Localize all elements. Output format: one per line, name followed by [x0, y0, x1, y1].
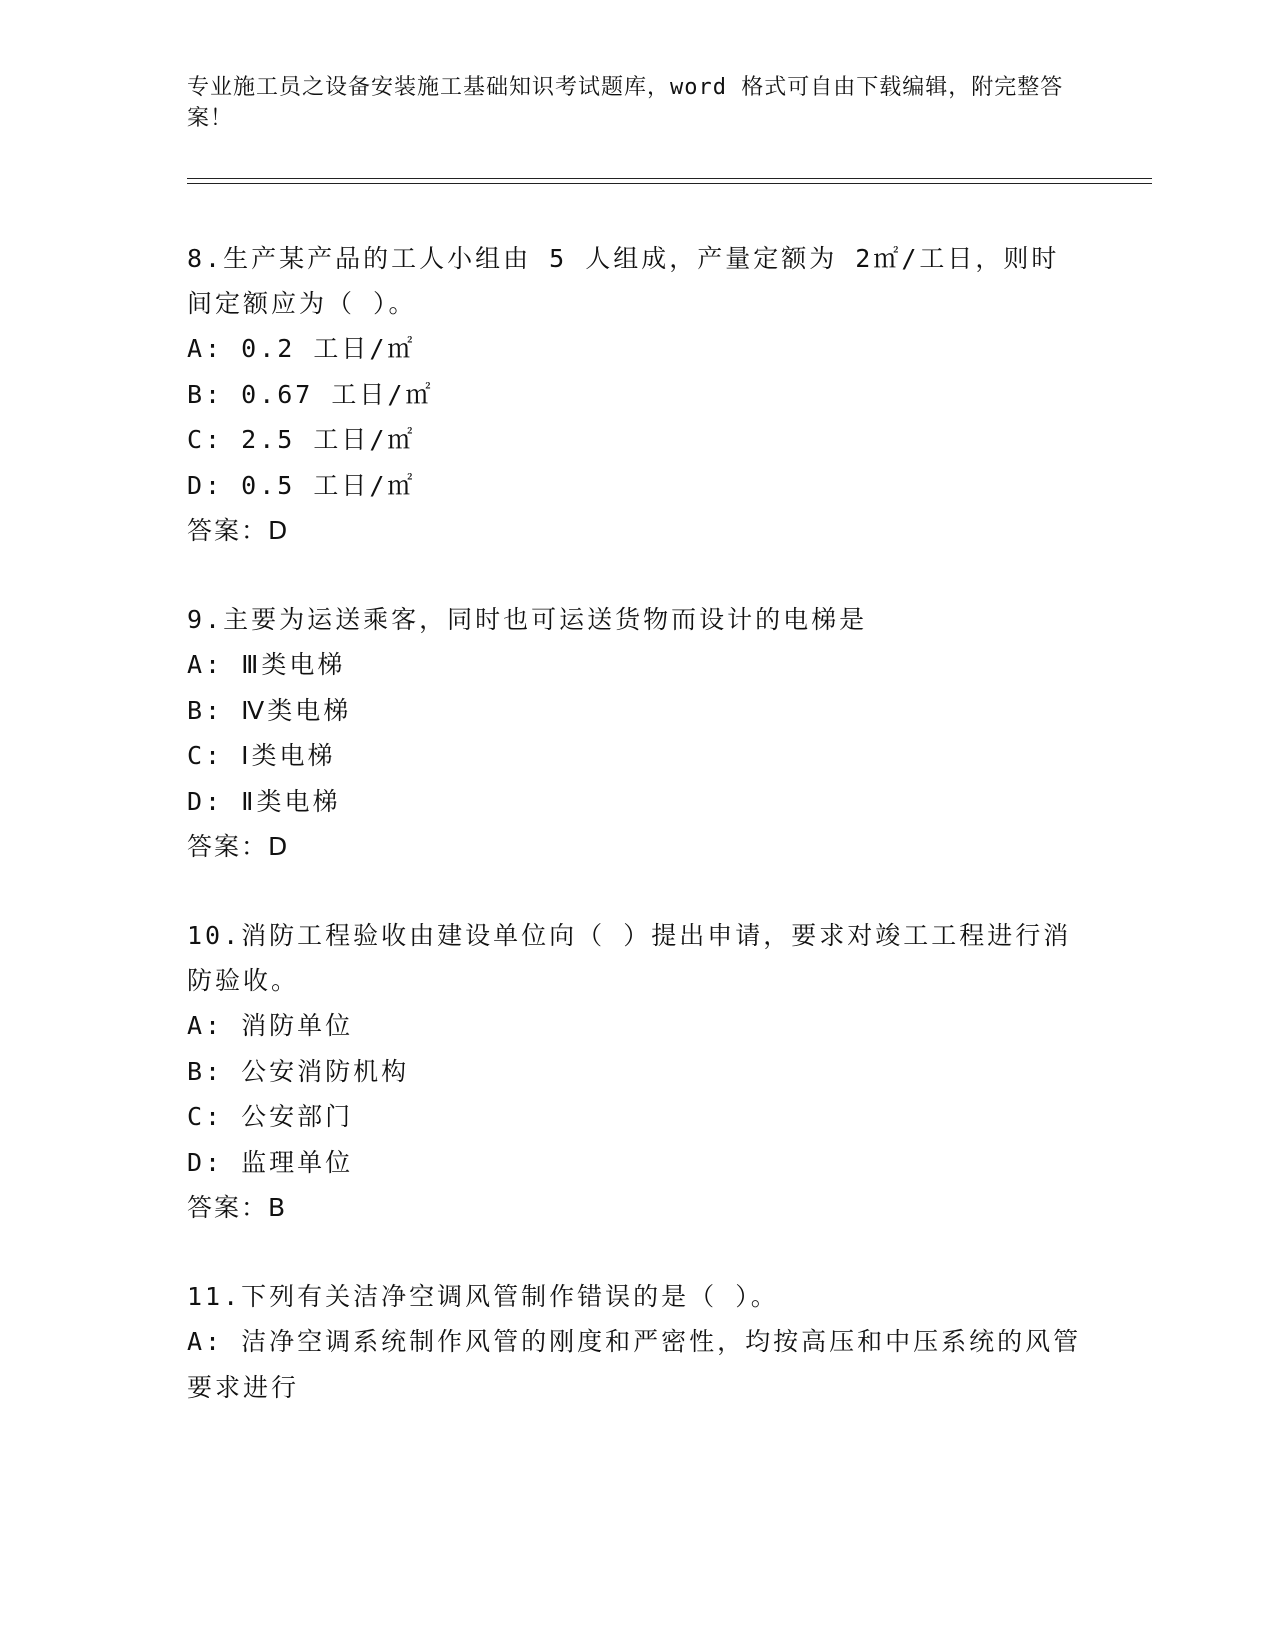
question-11 — [187, 1274, 1087, 1410]
question-9 — [187, 597, 1087, 869]
option-b: B: Ⅳ类电梯 — [187, 695, 352, 725]
option-d: D: 0.5 工日/㎡ — [187, 470, 416, 500]
option-d: D: Ⅱ类电梯 — [187, 786, 341, 816]
option-a: A: 洁净空调系统制作风管的刚度和严密性，均按高压和中压系统的风管要求进行 — [187, 1327, 1082, 1402]
option-d: D: 监理单位 — [187, 1147, 354, 1177]
answer: 答案：D — [187, 832, 290, 861]
question-list — [187, 236, 1087, 1454]
answer: 答案：D — [187, 516, 290, 545]
question-text: 8.生产某产品的工人小组由 5 人组成，产量定额为 2㎡/工日，则时间定额应为（ ）。 — [187, 244, 1060, 318]
option-c: C: 公安部门 — [187, 1102, 354, 1131]
document-header: 专业施工员之设备安装施工基础知识考试题库，word 格式可自由下载编辑，附完整答案！ — [187, 75, 1064, 131]
question-text: 9.主要为运送乘客，同时也可运送货物而设计的电梯是 — [187, 605, 868, 634]
header-divider-bottom — [187, 183, 1152, 184]
question-8 — [187, 236, 1087, 553]
option-b: B: 0.67 工日/㎡ — [187, 379, 434, 409]
option-a: A: 消防单位 — [187, 1011, 354, 1040]
question-10 — [187, 913, 1087, 1230]
option-a: A: Ⅲ类电梯 — [187, 650, 346, 679]
header-divider-top — [187, 178, 1152, 179]
question-text: 10.消防工程验收由建设单位向（ ）提出申请，要求对竣工工程进行消防验收。 — [187, 921, 1072, 995]
option-a: A: 0.2 工日/㎡ — [187, 334, 416, 363]
option-c: C: Ⅰ类电梯 — [187, 741, 336, 770]
option-b: B: 公安消防机构 — [187, 1056, 410, 1086]
question-text: 11.下列有关洁净空调风管制作错误的是（ ）。 — [187, 1282, 779, 1311]
option-c: C: 2.5 工日/㎡ — [187, 425, 416, 454]
answer: 答案：B — [187, 1193, 288, 1222]
